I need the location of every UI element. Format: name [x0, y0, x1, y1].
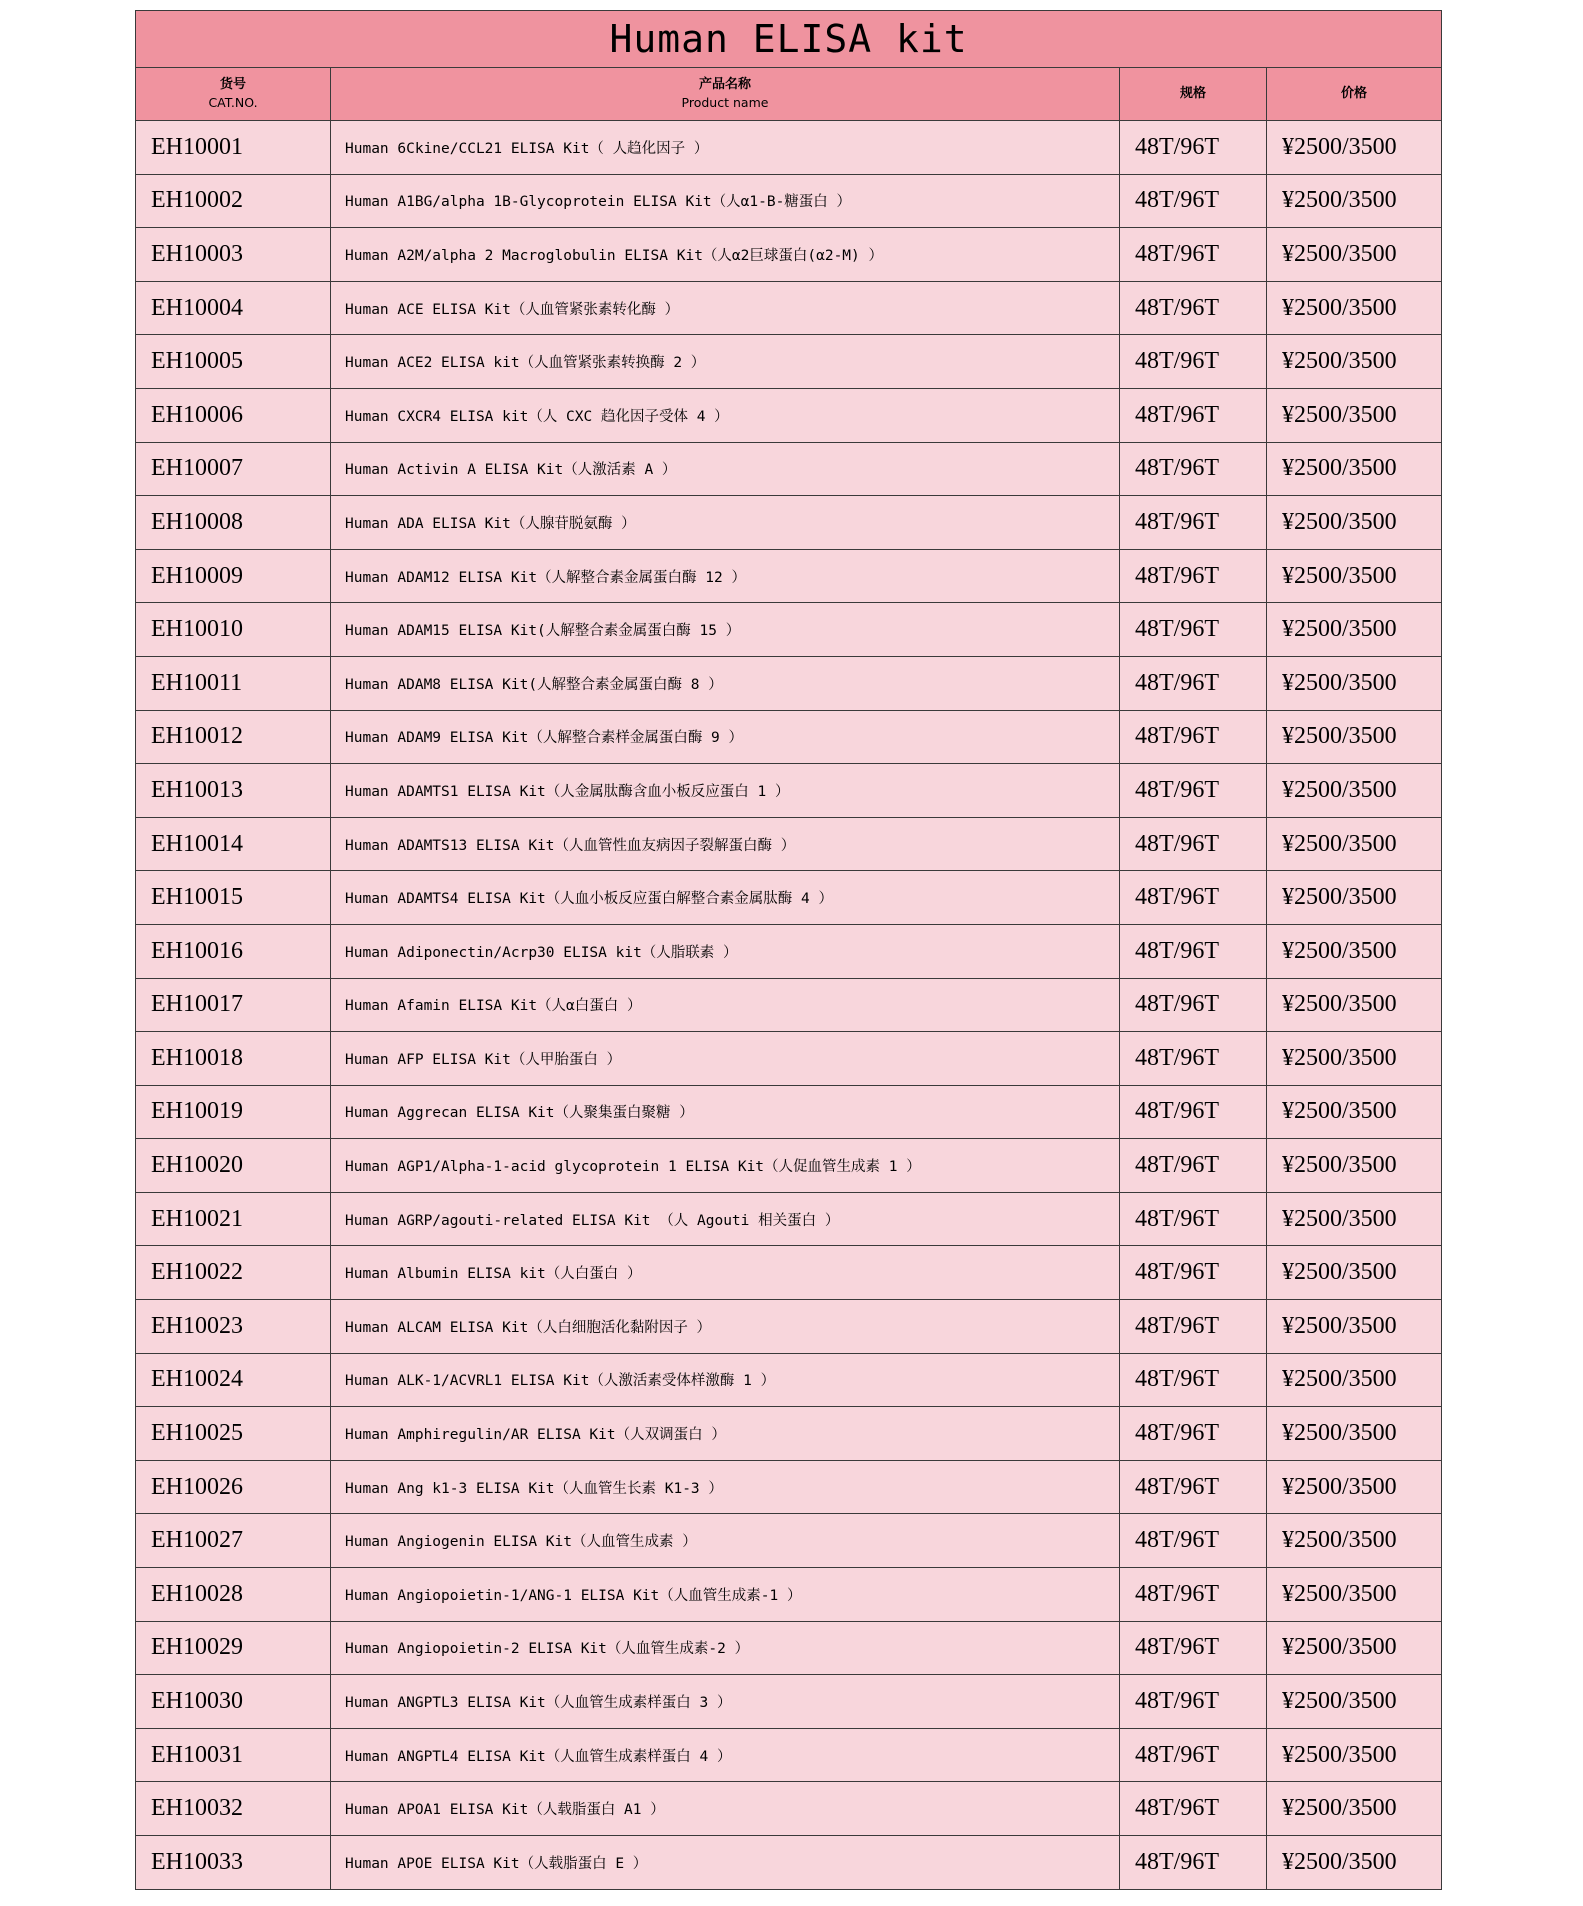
- table-row: [136, 1407, 1442, 1461]
- table-title: Human ELISA kit: [136, 11, 1442, 68]
- header-name-en: Product name: [681, 95, 769, 110]
- spec-cell: 48T/96T: [1120, 871, 1267, 925]
- cat-cell: EH10018: [136, 1032, 331, 1086]
- price-cell: ¥2500/3500: [1267, 817, 1442, 871]
- table-row: [136, 1621, 1442, 1675]
- product-name-cell: Human Activin A ELISA Kit（人激活素 A ）: [331, 442, 1120, 496]
- price-cell: ¥2500/3500: [1267, 1460, 1442, 1514]
- spec-cell: 48T/96T: [1120, 656, 1267, 710]
- spec-cell: 48T/96T: [1120, 281, 1267, 335]
- header-cat: [136, 68, 331, 121]
- price-cell: ¥2500/3500: [1267, 1514, 1442, 1568]
- price-cell: ¥2500/3500: [1267, 924, 1442, 978]
- table-row: [136, 496, 1442, 550]
- table-row: [136, 1300, 1442, 1354]
- table-row: [136, 1675, 1442, 1729]
- product-name-cell: Human APOE ELISA Kit（人载脂蛋白 E ）: [331, 1836, 1120, 1890]
- product-name-cell: Human ACE ELISA Kit（人血管紧张素转化酶 ）: [331, 281, 1120, 335]
- cat-cell: EH10033: [136, 1836, 331, 1890]
- spec-cell: 48T/96T: [1120, 388, 1267, 442]
- spec-cell: 48T/96T: [1120, 1139, 1267, 1193]
- table-row: [136, 603, 1442, 657]
- cat-cell: EH10001: [136, 121, 331, 175]
- product-name-cell: Human ADAM15 ELISA Kit(人解整合素金属蛋白酶 15 ）: [331, 603, 1120, 657]
- spec-cell: 48T/96T: [1120, 1032, 1267, 1086]
- cat-cell: EH10030: [136, 1675, 331, 1729]
- product-name-cell: Human Adiponectin/Acrp30 ELISA kit（人脂联素 ）: [331, 924, 1120, 978]
- product-name-cell: Human APOA1 ELISA Kit（人载脂蛋白 A1 ）: [331, 1782, 1120, 1836]
- spec-cell: 48T/96T: [1120, 1353, 1267, 1407]
- table-row: [136, 1139, 1442, 1193]
- price-cell: ¥2500/3500: [1267, 656, 1442, 710]
- price-cell: ¥2500/3500: [1267, 1032, 1442, 1086]
- header-cat-en: CAT.NO.: [208, 95, 258, 110]
- product-table: [135, 10, 1442, 1890]
- price-cell: ¥2500/3500: [1267, 281, 1442, 335]
- product-name-cell: Human Angiopoietin-1/ANG-1 ELISA Kit（人血管生成素-1 ）: [331, 1568, 1120, 1622]
- header-name: [331, 68, 1120, 121]
- price-cell: ¥2500/3500: [1267, 1621, 1442, 1675]
- table-row: [136, 1782, 1442, 1836]
- table-row: [136, 1085, 1442, 1139]
- spec-cell: 48T/96T: [1120, 1782, 1267, 1836]
- cat-cell: EH10004: [136, 281, 331, 335]
- table-row: [136, 871, 1442, 925]
- spec-cell: 48T/96T: [1120, 978, 1267, 1032]
- product-name-cell: Human ADAMTS4 ELISA Kit（人血小板反应蛋白解整合素金属肽酶 4 ）: [331, 871, 1120, 925]
- price-cell: ¥2500/3500: [1267, 496, 1442, 550]
- spec-cell: 48T/96T: [1120, 817, 1267, 871]
- table-row: [136, 656, 1442, 710]
- spec-cell: 48T/96T: [1120, 228, 1267, 282]
- product-name-cell: Human Ang k1-3 ELISA Kit（人血管生长素 K1-3 ）: [331, 1460, 1120, 1514]
- table-row: [136, 442, 1442, 496]
- cat-cell: EH10023: [136, 1300, 331, 1354]
- cat-cell: EH10022: [136, 1246, 331, 1300]
- cat-cell: EH10005: [136, 335, 331, 389]
- spec-cell: 48T/96T: [1120, 1246, 1267, 1300]
- product-name-cell: Human Albumin ELISA kit（人白蛋白 ）: [331, 1246, 1120, 1300]
- cat-cell: EH10025: [136, 1407, 331, 1461]
- table-row: [136, 1460, 1442, 1514]
- table-row: [136, 335, 1442, 389]
- product-name-cell: Human Amphiregulin/AR ELISA Kit（人双调蛋白 ）: [331, 1407, 1120, 1461]
- price-cell: ¥2500/3500: [1267, 1246, 1442, 1300]
- spec-cell: 48T/96T: [1120, 710, 1267, 764]
- cat-cell: EH10013: [136, 764, 331, 818]
- cat-cell: EH10028: [136, 1568, 331, 1622]
- cat-cell: EH10027: [136, 1514, 331, 1568]
- spec-cell: 48T/96T: [1120, 603, 1267, 657]
- product-name-cell: Human ADAMTS13 ELISA Kit（人血管性血友病因子裂解蛋白酶 ）: [331, 817, 1120, 871]
- price-cell: ¥2500/3500: [1267, 228, 1442, 282]
- table-body: [136, 121, 1442, 1890]
- price-cell: ¥2500/3500: [1267, 710, 1442, 764]
- price-cell: ¥2500/3500: [1267, 1675, 1442, 1729]
- table-row: [136, 1192, 1442, 1246]
- table-row: [136, 174, 1442, 228]
- cat-cell: EH10014: [136, 817, 331, 871]
- cat-cell: EH10021: [136, 1192, 331, 1246]
- product-name-cell: Human Angiogenin ELISA Kit（人血管生成素 ）: [331, 1514, 1120, 1568]
- product-name-cell: Human ANGPTL3 ELISA Kit（人血管生成素样蛋白 3 ）: [331, 1675, 1120, 1729]
- spec-cell: 48T/96T: [1120, 174, 1267, 228]
- table-row: [136, 121, 1442, 175]
- spec-cell: 48T/96T: [1120, 1675, 1267, 1729]
- spec-cell: 48T/96T: [1120, 549, 1267, 603]
- cat-cell: EH10020: [136, 1139, 331, 1193]
- price-cell: ¥2500/3500: [1267, 1782, 1442, 1836]
- product-name-cell: Human 6Ckine/CCL21 ELISA Kit（ 人趋化因子 ）: [331, 121, 1120, 175]
- price-cell: ¥2500/3500: [1267, 1728, 1442, 1782]
- price-cell: ¥2500/3500: [1267, 1407, 1442, 1461]
- price-cell: ¥2500/3500: [1267, 1192, 1442, 1246]
- cat-cell: EH10011: [136, 656, 331, 710]
- price-cell: ¥2500/3500: [1267, 1353, 1442, 1407]
- cat-cell: EH10032: [136, 1782, 331, 1836]
- price-cell: ¥2500/3500: [1267, 174, 1442, 228]
- spec-cell: 48T/96T: [1120, 442, 1267, 496]
- table-row: [136, 388, 1442, 442]
- product-name-cell: Human ADAM9 ELISA Kit（人解整合素样金属蛋白酶 9 ）: [331, 710, 1120, 764]
- price-cell: ¥2500/3500: [1267, 442, 1442, 496]
- product-name-cell: Human ALCAM ELISA Kit（人白细胞活化黏附因子 ）: [331, 1300, 1120, 1354]
- table-row: [136, 281, 1442, 335]
- table-row: [136, 1728, 1442, 1782]
- product-name-cell: Human AFP ELISA Kit（人甲胎蛋白 ）: [331, 1032, 1120, 1086]
- spec-cell: 48T/96T: [1120, 496, 1267, 550]
- table-row: [136, 1032, 1442, 1086]
- cat-cell: EH10009: [136, 549, 331, 603]
- header-row: [136, 68, 1442, 121]
- table-row: [136, 1353, 1442, 1407]
- price-cell: ¥2500/3500: [1267, 1085, 1442, 1139]
- cat-cell: EH10019: [136, 1085, 331, 1139]
- table-row: [136, 978, 1442, 1032]
- price-cell: ¥2500/3500: [1267, 549, 1442, 603]
- table-row: [136, 710, 1442, 764]
- header-name-cn: 产品名称: [698, 77, 751, 92]
- product-name-cell: Human ADAMTS1 ELISA Kit（人金属肽酶含血小板反应蛋白 1 ）: [331, 764, 1120, 818]
- price-cell: ¥2500/3500: [1267, 1139, 1442, 1193]
- product-name-cell: Human ADAM8 ELISA Kit(人解整合素金属蛋白酶 8 ）: [331, 656, 1120, 710]
- product-name-cell: Human Afamin ELISA Kit（人α白蛋白 ）: [331, 978, 1120, 1032]
- product-name-cell: Human A2M/alpha 2 Macroglobulin ELISA Kit（人α2巨球蛋白(α2-M) ）: [331, 228, 1120, 282]
- table-row: [136, 1836, 1442, 1890]
- product-name-cell: Human ANGPTL4 ELISA Kit（人血管生成素样蛋白 4 ）: [331, 1728, 1120, 1782]
- product-name-cell: Human ADAM12 ELISA Kit（人解整合素金属蛋白酶 12 ）: [331, 549, 1120, 603]
- spec-cell: 48T/96T: [1120, 1728, 1267, 1782]
- price-cell: ¥2500/3500: [1267, 1568, 1442, 1622]
- title-row: [136, 11, 1442, 68]
- spec-cell: 48T/96T: [1120, 1300, 1267, 1354]
- cat-cell: EH10015: [136, 871, 331, 925]
- table-row: [136, 1514, 1442, 1568]
- product-name-cell: Human A1BG/alpha 1B-Glycoprotein ELISA Kit（人α1-B-糖蛋白 ）: [331, 174, 1120, 228]
- cat-cell: EH10006: [136, 388, 331, 442]
- cat-cell: EH10012: [136, 710, 331, 764]
- product-name-cell: Human ACE2 ELISA kit（人血管紧张素转换酶 2 ）: [331, 335, 1120, 389]
- product-name-cell: Human ADA ELISA Kit（人腺苷脱氨酶 ）: [331, 496, 1120, 550]
- spec-cell: 48T/96T: [1120, 335, 1267, 389]
- product-name-cell: Human Aggrecan ELISA Kit（人聚集蛋白聚糖 ）: [331, 1085, 1120, 1139]
- price-cell: ¥2500/3500: [1267, 603, 1442, 657]
- cat-cell: EH10016: [136, 924, 331, 978]
- spec-cell: 48T/96T: [1120, 1836, 1267, 1890]
- price-cell: ¥2500/3500: [1267, 764, 1442, 818]
- header-price: 价格: [1267, 68, 1442, 121]
- price-cell: ¥2500/3500: [1267, 871, 1442, 925]
- spec-cell: 48T/96T: [1120, 1407, 1267, 1461]
- spec-cell: 48T/96T: [1120, 121, 1267, 175]
- spec-cell: 48T/96T: [1120, 1568, 1267, 1622]
- cat-cell: EH10031: [136, 1728, 331, 1782]
- price-cell: ¥2500/3500: [1267, 121, 1442, 175]
- cat-cell: EH10008: [136, 496, 331, 550]
- price-cell: ¥2500/3500: [1267, 1836, 1442, 1890]
- price-cell: ¥2500/3500: [1267, 388, 1442, 442]
- cat-cell: EH10026: [136, 1460, 331, 1514]
- table-row: [136, 228, 1442, 282]
- cat-cell: EH10010: [136, 603, 331, 657]
- price-cell: ¥2500/3500: [1267, 1300, 1442, 1354]
- spec-cell: 48T/96T: [1120, 764, 1267, 818]
- table-row: [136, 549, 1442, 603]
- product-name-cell: Human ALK-1/ACVRL1 ELISA Kit（人激活素受体样激酶 1 ）: [331, 1353, 1120, 1407]
- table-row: [136, 764, 1442, 818]
- product-name-cell: Human AGP1/Alpha-1-acid glycoprotein 1 ELISA Kit（人促血管生成素 1 ）: [331, 1139, 1120, 1193]
- table-row: [136, 1246, 1442, 1300]
- spec-cell: 48T/96T: [1120, 1460, 1267, 1514]
- table-row: [136, 924, 1442, 978]
- spec-cell: 48T/96T: [1120, 924, 1267, 978]
- cat-cell: EH10002: [136, 174, 331, 228]
- price-cell: ¥2500/3500: [1267, 978, 1442, 1032]
- table-row: [136, 1568, 1442, 1622]
- header-spec: 规格: [1120, 68, 1267, 121]
- spec-cell: 48T/96T: [1120, 1514, 1267, 1568]
- cat-cell: EH10024: [136, 1353, 331, 1407]
- product-name-cell: Human CXCR4 ELISA kit（人 CXC 趋化因子受体 4 ）: [331, 388, 1120, 442]
- spec-cell: 48T/96T: [1120, 1085, 1267, 1139]
- cat-cell: EH10017: [136, 978, 331, 1032]
- spec-cell: 48T/96T: [1120, 1621, 1267, 1675]
- price-cell: ¥2500/3500: [1267, 335, 1442, 389]
- product-name-cell: Human Angiopoietin-2 ELISA Kit（人血管生成素-2 ）: [331, 1621, 1120, 1675]
- spec-cell: 48T/96T: [1120, 1192, 1267, 1246]
- cat-cell: EH10003: [136, 228, 331, 282]
- cat-cell: EH10029: [136, 1621, 331, 1675]
- product-name-cell: Human AGRP/agouti-related ELISA Kit （人 Agouti 相关蛋白 ）: [331, 1192, 1120, 1246]
- header-cat-cn: 货号: [219, 77, 246, 92]
- table-row: [136, 817, 1442, 871]
- cat-cell: EH10007: [136, 442, 331, 496]
